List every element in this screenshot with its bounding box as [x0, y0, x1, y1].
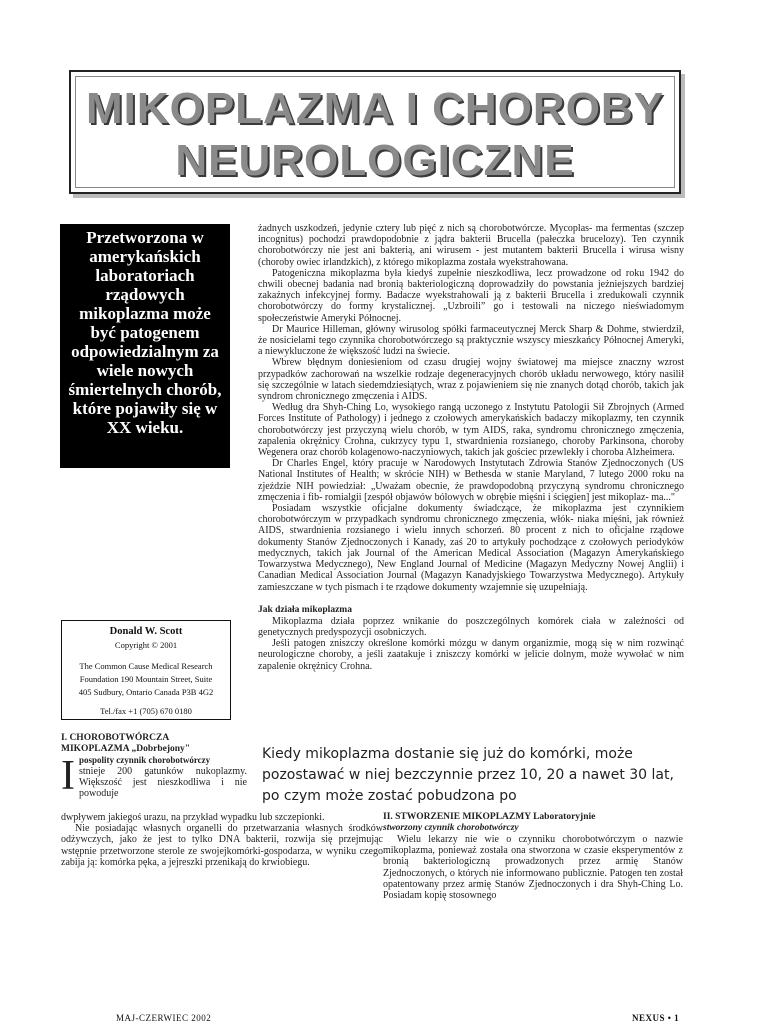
paragraph: Jeśli patogen zniszczy określone komórki mózgu w danym organizmie, mogą się w nim rozwinąć neurologiczne choroby, a jeśli zaatakuje i zniszczy komórki w jelicie dolnym, może wywołać w nim zapalenie okrężnicy Crohna. — [258, 638, 684, 672]
author-address-2: 405 Sudbury, Ontario Canada P3B 4G2 — [78, 687, 214, 697]
author-tel: Tel./fax +1 (705) 670 0180 — [100, 706, 192, 716]
drop-cap: I — [61, 753, 75, 799]
lead-text: stnieje 200 gatunków nukoplazmy. Większość jest nieszkodliwa i nie powoduje — [79, 766, 247, 800]
intro-text: pospolity czynnik chorobotwórczy — [79, 755, 211, 765]
title-banner-inner — [75, 76, 675, 188]
title-line-2: NEUROLOGICZNE — [175, 136, 575, 185]
paragraph: Dr Charles Engel, który pracuje w Narodowych Instytutach Zdrowia Stanów Zjednoczonych (US National Institutes of Health; w skrócie NIH) w Bethesda w stanie Maryland, 7 lutego 2000 roku na zjeździe NIH powiedział: „Uważam obecnie, że prawdopodobną przyczyną syndromu chronicznego zmęczenia i fib- romialgii [zespół objawów bólowych w obrębie mięśni i ścięgien] jest mikoplaz- ma..." — [258, 458, 684, 503]
section-heading-2b: stworzony czynnik chorobotwórczy — [383, 823, 519, 833]
section-heading-1a: I. CHOROBOTWÓRCZA — [61, 733, 170, 743]
author-box — [61, 620, 231, 720]
right-bottom-column — [383, 812, 683, 901]
paragraph: dwpływem jakiegoś urazu, na przykład wypadku lub szczepionki. — [61, 812, 325, 823]
left-bottom-column — [61, 733, 247, 800]
title-line-1: MIKOPLAZMA I CHOROBY — [85, 84, 665, 133]
paragraph: Mikoplazma działa poprzez wnikanie do poszczególnych komórek ciała w zależności od genetycznych predyspozycji osobniczych. — [258, 615, 684, 638]
paragraph: Posiadam wszystkie oficjalne dokumenty świadczące, że mikoplazma jest czynnikiem chorobotwórczym w przypadkach syndromu chronicznego zmęczenia, włók- niaka mięśni, jak również AIDS, stwardnienia rozsianego i wielu innych schorzeń. 80 procent z nich to oficjalne rządowe dokumenty Stanów Zjednoczonych i Kanady, zaś 20 to artykuły pochodzące z czołowych periodyków medycznych, takich jak Journal of the American Medical Association (Magazyn Amerykańskiego Towarzystwa Medycznego), New England Journal of Medicine (Magazyn Medyczny Nowej Anglii) i Canadian Medical Association Journal (Magazyn Kanadyjskiego Towarzystwa Medycznego). Artykuły zamieszczane w tych pismach i te rządowe dokumenty wzajemnie się uzupełniają. — [258, 503, 684, 593]
author-org: The Common Cause Medical Research — [79, 661, 213, 671]
section-heading-2a: II. STWORZENIE MIKOPLAZMY Laboratoryjnie — [383, 812, 596, 822]
paragraph: żadnych uszkodzeń, jedynie cztery lub pięć z nich są chorobotwórcze. Mycoplas- ma fermentas (szczep incognitus) pochodzi prawdopodobnie z jądra bakterii Brucella (pałeczka brucelozy). Ten czynnik chorobotwórczy nie jest ani bakterią, ani wirusem - jest mutantem bakterii Brucella i wirusa wisny (choroby owiec irlandzkich), z którego mikoplazma została wyekstrahowana. — [258, 223, 684, 268]
paragraph: Patogeniczna mikoplazma była kiedyś zupełnie nieszkodliwa, lecz prowadzone od roku 1942 do chwili obecnej badania nad bronią bakteriologiczną doprowadziły do powstania jeżniejszych bardziej zakaźnych infekcyjnej formy. Badacze wyekstrahowali ją z bakterii Brucella i zredukowali czynnik chorobotwórczy do formy krystalicznej. „Uzbroili” go i testowali na niczego nieświadomym społeczeństwie Ameryki Północnej. — [258, 267, 684, 324]
author-address-1: Foundation 190 Mountain Street, Suite — [79, 674, 213, 684]
pull-quote: Przetworzona w amerykańskich laboratoriach rządowych mikoplazma może być patogenem odpowiedzialnym za wiele nowych śmiertelnych chorób, które pojawiły się w XX wieku. — [60, 224, 230, 468]
paragraph: Dr Maurice Hilleman, główny wirusolog spółki farmaceutycznej Merck Sharp & Dohme, stwierdził, że nosicielami tego czynnika chorobotwórczego są praktycznie wszyscy mieszkańcy Północnej Ameryki, a niewykluczone że większość ludzi na świecie. — [258, 323, 684, 358]
author-copyright: Copyright © 2001 — [114, 640, 178, 650]
left-wide-column — [61, 812, 383, 868]
callout-text: Kiedy mikoplazma dostanie się już do komórki, może pozostawać w niej bezczynnie przez 10, 20 a nawet 30 lat, po czym może zostać pobudzona po — [262, 746, 674, 804]
author-name: Donald W. Scott — [109, 626, 183, 637]
section-heading: Jak działa mikoplazma — [258, 604, 352, 615]
right-column — [258, 223, 684, 672]
paragraph: Wielu lekarzy nie wie o czynniku chorobotwórczym o nazwie mikoplazma, ponieważ została ona stworzona w czasie eksperymentów z bronią bakteriologiczną prowadzonych przez armię Stanów Zjednoczonych, o których nie informowano publicznie. Patogen ten został opatentowany przez armię Stanów Zjednoczonych i dra Shyh-Ching Lo. Posiadam kopię stosownego — [383, 834, 683, 902]
paragraph: Wbrew błędnym doniesieniom od czasu drugiej wojny światowej ma miejsce znaczny wzrost przypadków zachorowań na wszelkie rodzaje degeneracyjnych chorób układu nerwowego, który nasilił się szczególnie w latach siedemdziesiątych, wraz z pojawieniem się nie znanych dotąd chorób, takich jak syndrom chronicznego zmęczenia i AIDS. — [258, 357, 684, 403]
title-banner — [69, 70, 681, 194]
paragraph: Według dra Shyh-Ching Lo, wysokiego rangą uczonego z Instytutu Patologii Sił Zbrojnych (Armed Forces Institute of Pathology) i jednego z czołowych amerykańskich badaczy mikoplazmy, ten czynnik chorobotwórczy jest przyczyną wielu chorób, w tym AIDS, raka, syndromu chronicznego zmęczenia, zapalenia okrężnicy Crohna, cukrzycy typu 1, stwardnienia rozsianego, choroby Parkinsona, choroby Wegenera oraz chorób kolagenowo-naczyniowych, takich jak gościec przewlekły i choroba Alzheimera. — [258, 402, 684, 459]
section-heading-1b: MIKOPLAZMA „Dobrbejony" — [61, 744, 191, 754]
footer-page: NEXUS • 1 — [632, 1013, 680, 1023]
paragraph: Nie posiadając własnych organelli do przetwarzania własnych środków odżywczych, jako że jest to tylko DNA bakterii, rozwija się przejmując wstępnie przetworzone sterole ze swojejkomórki-gospodarza, w wyniku czego zabija ją: komórka pęka, a jejreszki przenikają do krwiobiegu. — [61, 823, 383, 868]
footer-issue: MAJ-CZERWIEC 2002 — [116, 1013, 212, 1023]
